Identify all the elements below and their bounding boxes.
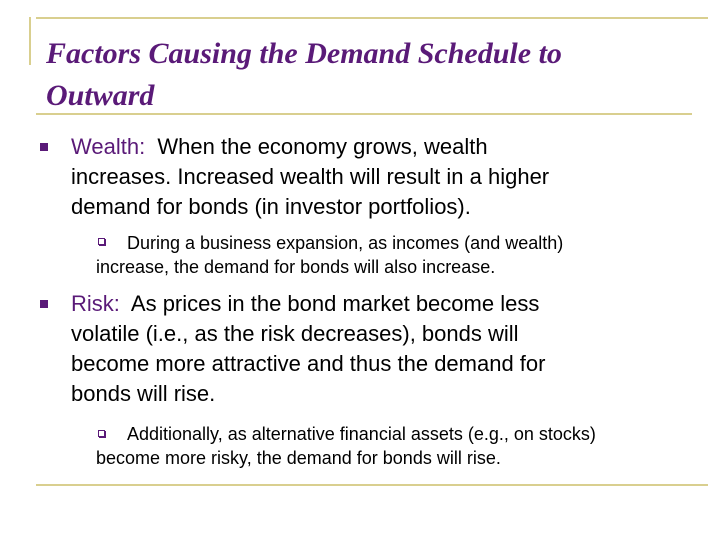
- bullet-wealth-line-2: increases. Increased wealth will result in a higher: [71, 164, 550, 189]
- top-rule: [36, 17, 708, 19]
- bullet-risk-line-4: bonds will rise.: [71, 381, 216, 406]
- bullet-wealth-line-3: demand for bonds (in investor portfolios).: [71, 194, 471, 219]
- left-rule: [29, 17, 31, 65]
- bullet-risk-line-3: become more attractive and thus the demand for: [71, 351, 546, 376]
- sub-bullet-wealth-line-2: increase, the demand for bonds will also increase.: [96, 257, 496, 277]
- bullet-wealth-text: [71, 132, 671, 222]
- sub-bullet-wealth-text: [96, 231, 696, 279]
- bullet-risk-line-1: As prices in the bond market become less: [119, 291, 540, 316]
- bottom-rule: [36, 484, 708, 486]
- title-underline-rule: [36, 113, 692, 115]
- bullet-wealth-line-1: When the economy grows, wealth: [145, 134, 488, 159]
- slide-title: [46, 33, 720, 117]
- square-bullet-icon: [40, 143, 48, 151]
- sub-bullet-risk-text: [96, 422, 706, 470]
- sub-bullet-risk-line-1: Additionally, as alternative financial assets (e.g., on stocks): [127, 424, 596, 444]
- title-line-1: Factors Causing the Demand Schedule to: [46, 37, 562, 70]
- square-bullet-icon: [40, 300, 48, 308]
- bullet-risk-line-2: volatile (i.e., as the risk decreases), bonds will: [71, 321, 519, 346]
- bullet-wealth-label: Wealth:: [71, 134, 146, 159]
- title-line-2: Outward: [46, 79, 155, 112]
- bullet-risk-text: [71, 289, 671, 409]
- sub-bullet-risk-line-2: become more risky, the demand for bonds will rise.: [96, 448, 501, 468]
- bullet-risk-label: Risk:: [71, 291, 120, 316]
- sub-bullet-wealth-line-1: During a business expansion, as incomes (and wealth): [127, 233, 564, 253]
